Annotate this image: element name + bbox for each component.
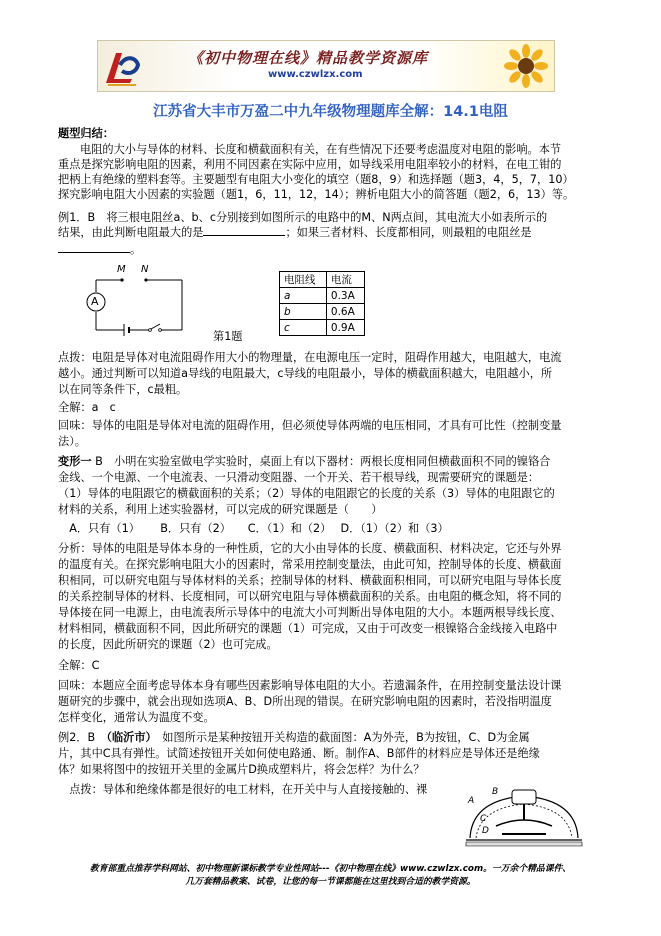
terminal-n [144, 278, 147, 281]
variant-line: （1）导体的电阻跟它的横截面积的关系；（2）导体的电阻跟它的长度的关系（3）导体的电阻跟它的 [58, 487, 555, 500]
answer-line: 全解：C [58, 659, 100, 672]
analysis-line: 材料相同，横截面积不同，因此所研究的课题（1）可完成，又由于可改变一根镍铬合金线接入电路中 [58, 622, 558, 635]
answer-blank[interactable] [203, 225, 285, 236]
analysis-line: 的温度有关。在探究影响电阻大小的因素时，常采用控制变量法，由此可知，控制导体的长度、横截面 [58, 558, 562, 571]
label-m: M [117, 264, 126, 275]
table-cell: b [280, 304, 327, 320]
table-cell: 0.3A [326, 288, 364, 304]
footer-line: 几万套精品教案、试卷，让您的每一节课都能在这里找到合适的教学资源。 [185, 877, 476, 887]
fig-label-b: B [492, 787, 499, 797]
example1-text-b: ；如果三者材料、长度都相同，则最粗的电阻丝是 [285, 226, 532, 239]
page-footer [0, 863, 661, 889]
ammeter-label: A [91, 295, 99, 308]
banner-url[interactable]: www.czwlzx.com [268, 69, 363, 80]
review-line: 法）。 [58, 435, 86, 448]
analysis-line: 的关系控制导体的材料、长度相同，可以研究电阻与导体横截面积的关系。由电阻的概念知，将不同的 [58, 590, 562, 603]
header-banner [97, 40, 555, 92]
sunflower-icon [504, 44, 548, 88]
site-logo-icon [102, 45, 142, 87]
intro-line: 重点是探究影响电阻的因素，利用不同因素在实际中应用，如导线采用电阻率较小的材料，在电工钳的 [58, 158, 562, 171]
example2-line1 [58, 730, 530, 745]
tip-line: 点拨：电阻是导体对电流阻碍作用大小的物理量，在电源电压一定时，阻碍作用越大，电阻越大，电流 [58, 351, 562, 364]
footer-line: 教育部重点推荐学科网站、初中物理新课标教学专业性网站---《初中物理在线》www.czwlzx.com。一万余个精品课件、 [89, 864, 572, 874]
example2-line: 体？如果将图中的按钮开关里的金属片D换成塑料片，将会怎样？为什么？ [58, 763, 425, 776]
intro-line: 电阻的大小与导体的材料、长度和横截面积有关，在有些情况下还要考虑温度对电阻的影响。本节 [80, 143, 562, 156]
analysis-line: 分析：导体的电阻是导体本身的一种性质，它的大小由导体的长度、横截面积、材料决定，它还与外界 [58, 542, 562, 555]
circuit-diagram [84, 262, 188, 338]
example1-text-c: 。 [130, 243, 142, 256]
intro-line: 把柄上有绝缘的塑料套等。主要题型有电阻大小变化的填空（题8，9）和选择题（题3，4，5，7，10） [58, 173, 574, 186]
table-cell: 0.9A [326, 320, 364, 336]
variant-heading: 变形一 [58, 455, 92, 468]
example2-source: （临沂市） [106, 731, 152, 744]
review-line: 回味：本题应全面考虑导体本身有哪些因素影响导体电阻的大小。若遗漏条件，在用控制变量法设计课 [58, 679, 562, 692]
table-row [280, 304, 365, 320]
fig-label-a: A [468, 796, 475, 806]
variant-line: 材料的关系，利用上述实验器材，可以完成的研究课题是（ ） [58, 503, 383, 516]
section-heading: 题型归结： [58, 127, 114, 140]
table-header-cell: 电阻线 [280, 272, 327, 288]
example2-text: 如图所示是某种按钮开关构造的截面图：A为外壳，B为按钮，C、D为金属 [151, 731, 530, 744]
analysis-line: 积相同，可以研究电阻与导体材料的关系；控制导体的材料、横截面积相同，可以研究电阻与导体长度 [58, 574, 562, 587]
doc-title: 江苏省大丰市万盈二中九年级物理题库全解：14.1电阻 [153, 104, 508, 120]
example1-text-a: 结果，由此判断电阻最大的是 [58, 226, 204, 239]
review-line: 怎样变化，通常认为温度不变。 [58, 711, 215, 724]
example1-question: 例1．B 将三根电阻丝a、b、c分别接到如图所示的电路中的M、N两点间，其电流大小如表所示的 [58, 211, 548, 224]
variant-line1 [58, 454, 550, 469]
variant-options: A．只有（1） B．只有（2） C．（1）和（2） D．（1）（2）和（3） [58, 522, 449, 535]
intro-line: 探究影响电阻大小因素的实验题（题1，6，11，12，14）；辨析电阻大小的简答题（题2，6，13）等。 [58, 188, 575, 201]
tip-line: 越小。通过判断可以知道a导线的电阻最大，c导线的电阻最小，导体的横截面积越大，电阻越小，所 [58, 367, 553, 380]
figure-caption: 第1题 [213, 330, 243, 343]
example2-number: 例2．B [58, 731, 107, 744]
fig-label-d: D [482, 826, 489, 836]
answer-line: 全解：a c [58, 401, 116, 414]
review-line: 题研究的步骤中，就会出现如选项A、B、D所出现的错误。在研究影响电阻的因素时，若没指明温度 [58, 695, 552, 708]
table-cell: c [280, 320, 327, 336]
table-header-row [280, 272, 365, 288]
example1-question-line3 [58, 242, 141, 257]
analysis-line: 导体接在同一电源上，由电流表所示导体中的电流大小可判断出导体电阻的大小。本题两根导线长度、 [58, 606, 562, 619]
analysis-line: 的长度，因此所研究的课题（2）也可完成。 [58, 638, 278, 651]
banner-title: 《初中物理在线》精品教学资源库 [188, 49, 429, 67]
current-table [279, 271, 365, 336]
table-row [280, 288, 365, 304]
variant-line: 金线、一个电源、一个电流表、一只滑动变阻器、一个开关、若干根导线，现需要研究的课题是： [58, 471, 540, 484]
example1-question-line2 [58, 225, 532, 240]
example2-line: 片，其中C具有弹性。试简述按钮开关如何使电路通、断。制作A、B部件的材料应是导体还是绝缘 [58, 747, 540, 760]
answer-blank[interactable] [58, 242, 130, 253]
label-n: N [141, 264, 149, 275]
table-cell: 0.6A [326, 304, 364, 320]
table-cell: a [280, 288, 327, 304]
variant-text: B 小明在实验室做电学实验时，桌面上有以下器材：两根长度相同但横截面积不同的镍铬合 [95, 455, 551, 468]
tip-line: 以在同等条件下，c最粗。 [58, 383, 188, 396]
table-header-cell: 电流 [326, 272, 364, 288]
review-line: 回味：导体的电阻是导体对电流的阻碍作用，但必须使导体两端的电压相同，才具有可比性（控制变量 [58, 419, 562, 432]
fig-label-c: C [480, 814, 487, 824]
example2-tip: 点拨：导体和绝缘体都是很好的电工材料，在开关中与人直接接触的、裸 [58, 783, 428, 796]
table-row [280, 320, 365, 336]
terminal-m [120, 278, 123, 281]
